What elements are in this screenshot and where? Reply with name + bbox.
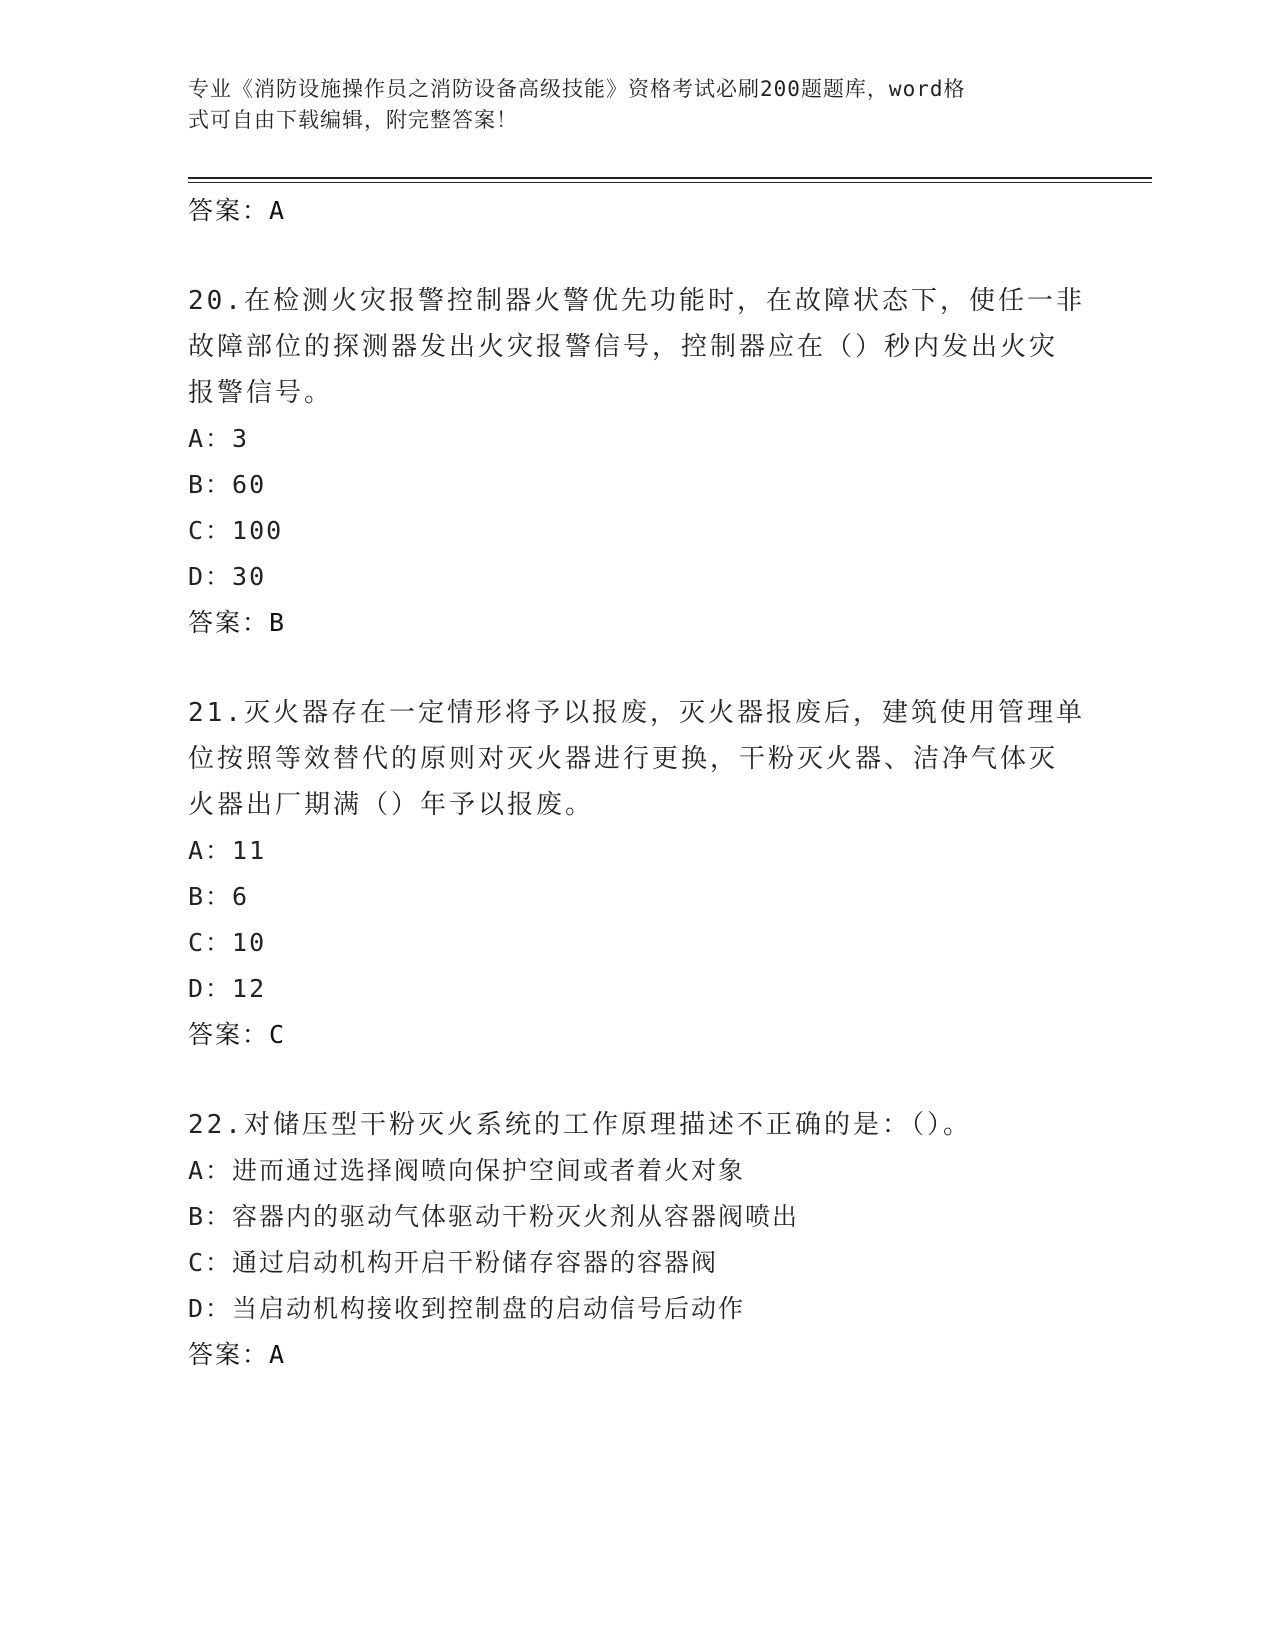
answer-19: 答案：A <box>188 196 287 225</box>
header-divider <box>188 177 1152 179</box>
question-20-answer: 答案：B <box>188 608 287 637</box>
question-21-line-3: 火器出厂期满（）年予以报废。 <box>188 790 595 820</box>
question-20-line-3: 报警信号。 <box>188 378 334 408</box>
question-20-option-c: C：100 <box>188 516 284 545</box>
question-20-line-1: 20.在检测火灾报警控制器火警优先功能时，在故障状态下，使任一非 <box>188 286 1085 316</box>
question-20 <box>188 278 1088 646</box>
document-header <box>188 74 1068 136</box>
question-20-option-a: A：3 <box>188 424 250 453</box>
question-21-line-1: 21.灭火器存在一定情形将予以报废，灭火器报废后，建筑使用管理单 <box>188 698 1085 728</box>
question-20-line-2: 故障部位的探测器发出火灾报警信号，控制器应在（）秒内发出火灾 <box>188 332 1059 362</box>
question-21-option-d: D：12 <box>188 974 267 1003</box>
question-21 <box>188 690 1088 1058</box>
question-20-option-b: B：60 <box>188 470 267 499</box>
question-22-option-c: C：通过启动机构开启干粉储存容器的容器阀 <box>188 1248 719 1277</box>
question-21-option-a: A：11 <box>188 836 267 865</box>
question-21-answer: 答案：C <box>188 1020 287 1049</box>
header-divider-thin <box>188 182 1152 183</box>
question-22 <box>188 1102 1088 1378</box>
document-body <box>188 188 1088 1378</box>
question-21-option-c: C：10 <box>188 928 267 957</box>
question-21-line-2: 位按照等效替代的原则对灭火器进行更换，干粉灭火器、洁净气体灭 <box>188 744 1059 774</box>
question-22-option-d: D：当启动机构接收到控制盘的启动信号后动作 <box>188 1294 746 1323</box>
question-21-option-b: B：6 <box>188 882 250 911</box>
header-line-2: 式可自由下载编辑，附完整答案！ <box>188 108 518 132</box>
question-22-line-1: 22.对储压型干粉灭火系统的工作原理描述不正确的是：（）。 <box>188 1110 972 1140</box>
question-22-option-b: B：容器内的驱动气体驱动干粉灭火剂从容器阀喷出 <box>188 1202 800 1231</box>
header-line-1: 专业《消防设施操作员之消防设备高级技能》资格考试必刷200题题库，word格 <box>188 77 966 101</box>
question-22-answer: 答案：A <box>188 1340 287 1369</box>
question-20-option-d: D：30 <box>188 562 267 591</box>
question-22-option-a: A：进而通过选择阀喷向保护空间或者着火对象 <box>188 1156 746 1185</box>
